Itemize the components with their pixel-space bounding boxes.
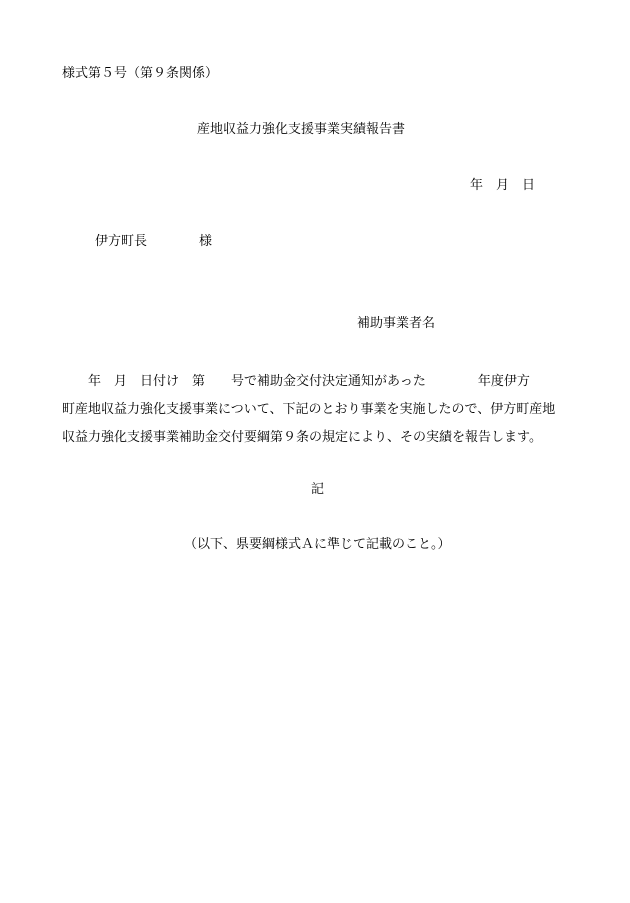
body-line: 収益力強化支援事業補助金交付要綱第９条の規定により、その実績を報告します。 xyxy=(62,430,542,445)
body-paragraph xyxy=(62,368,582,452)
date-line: 年 月 日 xyxy=(470,178,536,193)
addressee: 伊方町長 様 xyxy=(95,234,213,249)
document-title: 産地収益力強化支援事業実績報告書 xyxy=(197,122,406,137)
ki-heading: 記 xyxy=(311,482,325,497)
note-text: （以下、県要綱様式Ａに準じて記載のこと。） xyxy=(184,537,451,552)
body-line: 年 月 日付け 第 号で補助金交付決定通知があった 年度伊方 xyxy=(62,374,530,389)
body-line: 町産地収益力強化支援事業について、下記のとおり事業を実施したので、伊方町産地 xyxy=(62,402,556,417)
form-number: 様式第５号（第９条関係） xyxy=(62,66,219,81)
applicant-name-label: 補助事業者名 xyxy=(357,316,436,331)
